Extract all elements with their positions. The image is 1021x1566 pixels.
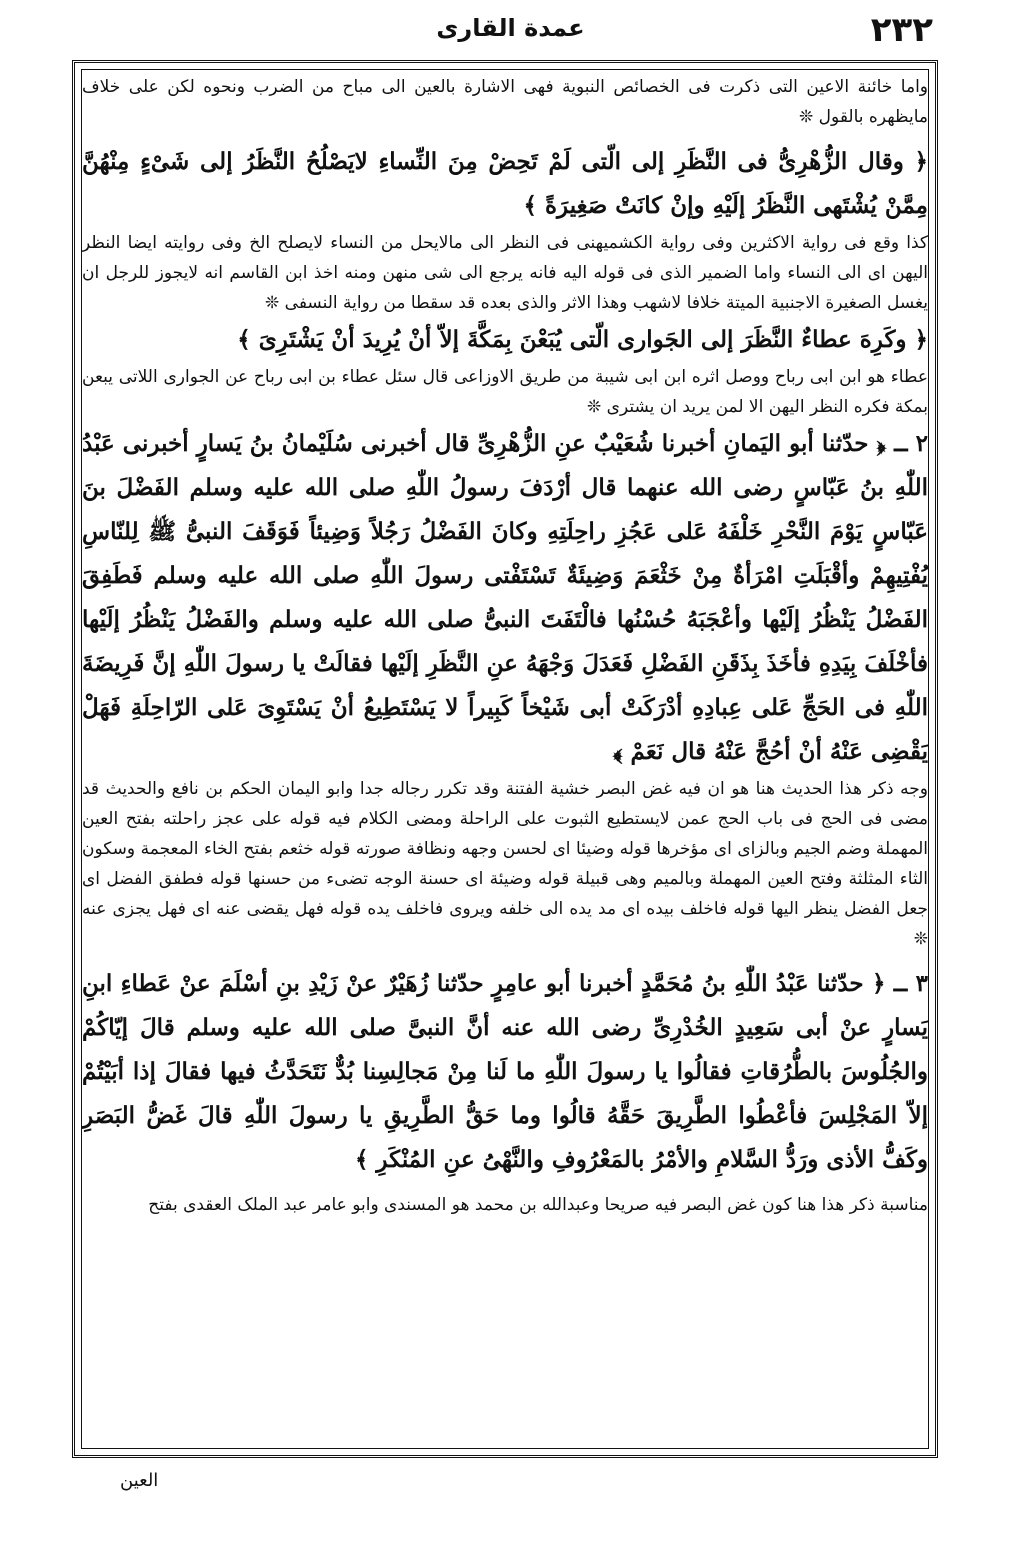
hadith-text: ۲ ــ ﴿ حدّثنا أبو الیَمانِ أخبرنا شُعَیْبٌ عنِ الزُّهْرِیِّ قال أخبرنی سُلَیْمانُ بنُ یَسارٍ أخبرنی عَبْدُ اللّٰهِ بنُ عَبّاسٍ رضی الله عنهما قال أرْدَفَ رسولُ اللّٰهِ صلی الله علیه وسلم الفَضْلَ بنَ عَبّاسٍ یَوْمَ النَّحْرِ خَلْفَهُ عَلی عَجُزِ راحِلَتِهِ وکانَ الفَضْلُ رَجُلاً وَضِیئاً فَوَقَفَ النبیُّ ﷺ لِلنّاسِ یُفْتِیهِمْ وأقْبَلَتِ امْرَأةٌ مِنْ خَثْعَمَ وَضِیئَةٌ تَسْتَفْتی رسولَ اللّٰهِ صلی الله علیه وسلم فَطَفِقَ الفَضْلُ یَنْظُرُ إلَیْها وأعْجَبَهُ حُسْنُها فالْتَفَتَ النبیُّ صلی الله علیه وسلم والفَضْلُ یَنْظُرُ إلَیْها فأخْلَفَ بِیَدِهِ فأخَذَ بِذَقَنِ الفَضْلِ فَعَدَلَ وَجْهَهُ عنِ النَّظَرِ إلَیْها فقالَتْ یا رسولَ اللّٰهِ إنَّ فَرِیضَةَ اللّٰهِ فی الحَجِّ عَلی عِبادِهِ أدْرَکَتْ أبی شَیْخاً کَبِیراً لا یَسْتَطِیعُ أنْ یَسْتَوِیَ عَلی الرّاحِلَةِ فَهَلْ یَقْضِی عَنْهُ أنْ أحُجَّ عَنْهُ قال نَعَمْ ﴾ [82, 430, 928, 765]
tarjama-text: ﴿ وکَرِهَ عطاءٌ النَّظَرَ إلی الجَواری الّتی یُبَعْنَ بِمَکَّةَ إلاّ أنْ یُرِیدَ أنْ یَشْتَرِیَ ﴾ [237, 326, 928, 353]
text-column [82, 72, 928, 1452]
tarjama-text: ﴿ وقال الزُّهْرِیُّ فی النَّظَرِ إلی الّتی لَمْ تَحِضْ مِنَ النِّساءِ لایَصْلُحُ النَّظَرُ إلی شَیْءٍ مِنْهُنَّ مِمَّنْ یُشْتَهی النَّظَرُ إلَیْهِ وإنْ کانَتْ صَغِیرَةً ﴾ [82, 148, 928, 219]
catchword: العین [120, 1470, 159, 1491]
commentary-paragraph: کذا وقع فی روایة الاکثرین وفی روایة الکشمیهنی فی النظر الی مالایحل من النساء لایصلح الخ وفی روایته ایضا النظر الیهن ای الی النساء واما الضمیر الذی فی قوله الیه فانه یرجع الی شی منهن ومنه اخذ ابن القاسم انه لایجوز للرجل ان یغسل الصغیرة الاجنبیة المیتة خلافا لاشهب وهذا الاثر والذی بعده قد سقطا من روایة النسفی ❊ [82, 233, 928, 313]
hadith-text: ۳ ــ ﴿ حدّثنا عَبْدُ اللّٰهِ بنُ مُحَمَّدٍ أخبرنا أبو عامِرٍ حدّثنا زُهَیْرٌ عنْ زَیْدِ بنِ أسْلَمَ عنْ عَطاءِ ابنِ یَسارٍ عنْ أبی سَعِیدٍ الخُدْرِیِّ رضی الله عنه أنَّ النبیَّ صلی الله علیه وسلم قالَ إیّاکُمْ والجُلُوسَ بالطُّرُقاتِ فقالُوا یا رسولَ اللّٰهِ ما لَنا مِنْ مَجالِسِنا بُدٌّ نَتَحَدَّثُ فیها فقالَ إذا أبَیْتُمْ إلاّ المَجْلِسَ فأعْطُوا الطَّرِیقَ حَقَّهُ قالُوا وما حَقُّ الطَّرِیقِ یا رسولَ اللّٰهِ قالَ غَضُّ البَصَرِ وکَفُّ الأذی ورَدُّ السَّلامِ والأمْرُ بالمَعْرُوفِ والنَّهْیُ عنِ المُنْکَرِ ﴾ [82, 970, 928, 1173]
commentary-paragraph: واما خائنة الاعین التی ذکرت فی الخصائص النبویة فهی الاشارة بالعین الی مباح من الضرب ونحوه لکن علی خلاف مایظهره بالقول ❊ [82, 77, 928, 127]
commentary-paragraph: عطاء هو ابن ابی رباح ووصل اثره ابن ابی شیبة من طریق الاوزاعی قال سئل عطاء بن ابی رباح عن الجواری اللاتی یبعن بمکة فکره النظر الیهن الا لمن یرید ان یشتری ❊ [82, 367, 928, 417]
commentary-paragraph: وجه ذکر هذا الحدیث هنا هو ان فیه غض البصر خشیة الفتنة وقد تکرر رجاله جدا وابو الیمان الحکم بن نافع والحدیث قد مضی فی الحج فی باب الحج عمن لایستطیع الثبوت علی الراحلة ومضی الکلام فیه قوله علی عجز راحلته بفتح العین المهملة وضم الجیم وبالزای ای مؤخرها قوله وضیئا ای لحسن وجهه ونظافة صورته قوله خثعم بفتح الخاء المعجمة وسکون الثاء المثلثة وفتح العین المهملة وبالمیم وهی قبیلة قوله وضیئة ای حسنة الوجه تضیء من حسنها قوله فطفق الفضل ای جعل الفضل ینظر الیها قوله فاخلف بیده ای مد یده الی خلفه ویروی فاخلف یده قوله فهل یقضی عنه ای فهل یجزی عنه ❊ [82, 779, 928, 949]
page-number: ۲۳۲ [870, 10, 933, 50]
commentary-paragraph: مناسبة ذکر هذا هنا کون غض البصر فیه صریحا وعبدالله بن محمد هو المسندی وابو عامر عبد الملک العقدی بفتح [148, 1195, 928, 1215]
running-title: عمدة القاری [436, 14, 585, 42]
